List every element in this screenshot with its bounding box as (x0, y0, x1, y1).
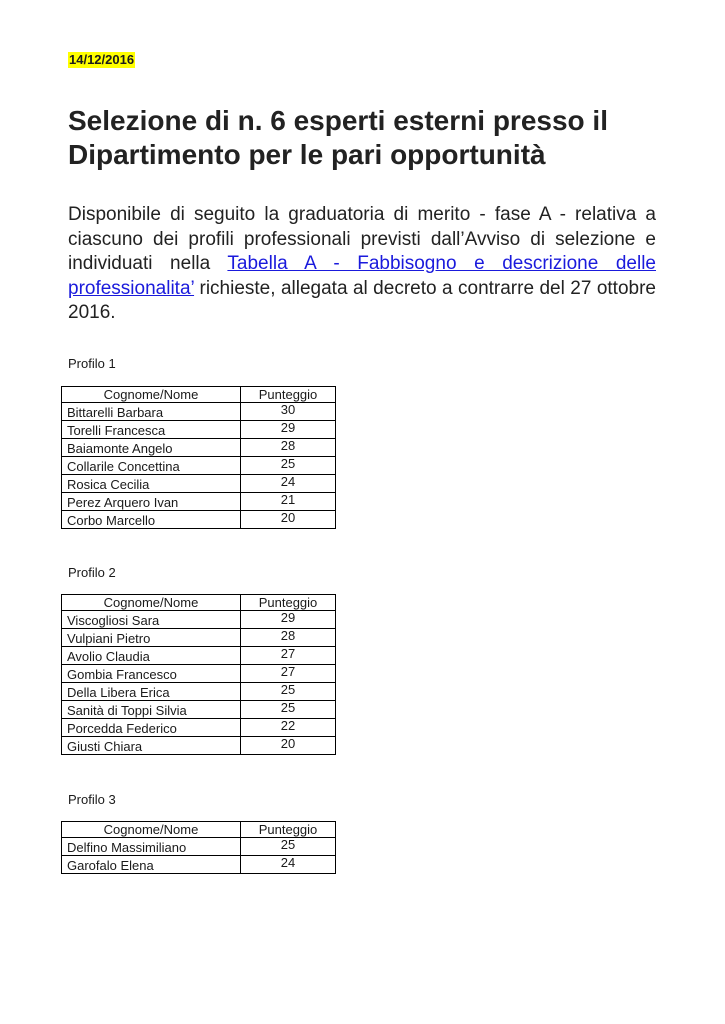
candidate-name: Giusti Chiara (62, 737, 241, 755)
candidate-name: Vulpiani Pietro (62, 629, 241, 647)
candidate-score: 24 (241, 475, 336, 493)
candidate-score: 27 (241, 647, 336, 665)
candidate-score: 21 (241, 493, 336, 511)
table-row (62, 475, 336, 493)
header-score: Punteggio (241, 387, 336, 403)
table-header-row (62, 595, 336, 611)
table-row (62, 856, 336, 874)
candidate-score: 22 (241, 719, 336, 737)
candidate-score: 28 (241, 629, 336, 647)
table-row (62, 647, 336, 665)
candidate-score: 25 (241, 683, 336, 701)
profile-1-table (61, 386, 336, 529)
profile-3-table (61, 821, 336, 874)
candidate-score: 24 (241, 856, 336, 874)
table-row (62, 737, 336, 755)
candidate-score: 29 (241, 421, 336, 439)
table-row (62, 493, 336, 511)
candidate-score: 20 (241, 511, 336, 529)
candidate-name: Bittarelli Barbara (62, 403, 241, 421)
intro-paragraph (68, 203, 656, 326)
publication-date: 14/12/2016 (69, 52, 135, 67)
candidate-score: 28 (241, 439, 336, 457)
header-name: Cognome/Nome (62, 387, 241, 403)
candidate-name: Avolio Claudia (62, 647, 241, 665)
table-row (62, 439, 336, 457)
candidate-name: Porcedda Federico (62, 719, 241, 737)
candidate-score: 30 (241, 403, 336, 421)
table-row (62, 701, 336, 719)
candidate-score: 25 (241, 838, 336, 856)
tabella-a-link[interactable]: Tabella A - Fabbisogno e descrizione delle professionalita’ (68, 253, 656, 299)
profile-2-table (61, 594, 336, 755)
candidate-score: 25 (241, 457, 336, 475)
candidate-name: Rosica Cecilia (62, 475, 241, 493)
candidate-name: Corbo Marcello (62, 511, 241, 529)
table-row (62, 457, 336, 475)
candidate-score: 27 (241, 665, 336, 683)
table-header-row (62, 822, 336, 838)
candidate-score: 29 (241, 611, 336, 629)
header-score: Punteggio (241, 595, 336, 611)
table-header-row (62, 387, 336, 403)
table-row (62, 719, 336, 737)
candidate-name: Perez Arquero Ivan (62, 493, 241, 511)
candidate-score: 25 (241, 701, 336, 719)
profile-2-label: Profilo 2 (68, 565, 116, 580)
table-row (62, 838, 336, 856)
table-row (62, 421, 336, 439)
candidate-name: Garofalo Elena (62, 856, 241, 874)
candidate-name: Delfino Massimiliano (62, 838, 241, 856)
table-row (62, 683, 336, 701)
profile-3-label: Profilo 3 (68, 792, 116, 807)
intro-text-before: Disponibile di seguito la graduatoria di merito - fase A - relativa a ciascuno dei profili professionali previsti dall’Avviso di selezione e individuati nella (68, 204, 656, 274)
header-score: Punteggio (241, 822, 336, 838)
table-row (62, 665, 336, 683)
candidate-score: 20 (241, 737, 336, 755)
table-row (62, 511, 336, 529)
candidate-name: Della Libera Erica (62, 683, 241, 701)
table-row (62, 611, 336, 629)
table-row (62, 403, 336, 421)
profile-1-label: Profilo 1 (68, 356, 116, 371)
candidate-name: Viscogliosi Sara (62, 611, 241, 629)
candidate-name: Collarile Concettina (62, 457, 241, 475)
page-title: Selezione di n. 6 esperti esterni presso il Dipartimento per le pari opportunità (68, 105, 608, 170)
candidate-name: Torelli Francesca (62, 421, 241, 439)
header-name: Cognome/Nome (62, 595, 241, 611)
intro-text-after: richieste, allegata al decreto a contrarre del 27 ottobre 2016. (68, 277, 656, 323)
header-name: Cognome/Nome (62, 822, 241, 838)
table-row (62, 629, 336, 647)
candidate-name: Baiamonte Angelo (62, 439, 241, 457)
candidate-name: Sanità di Toppi Silvia (62, 701, 241, 719)
candidate-name: Gombia Francesco (62, 665, 241, 683)
